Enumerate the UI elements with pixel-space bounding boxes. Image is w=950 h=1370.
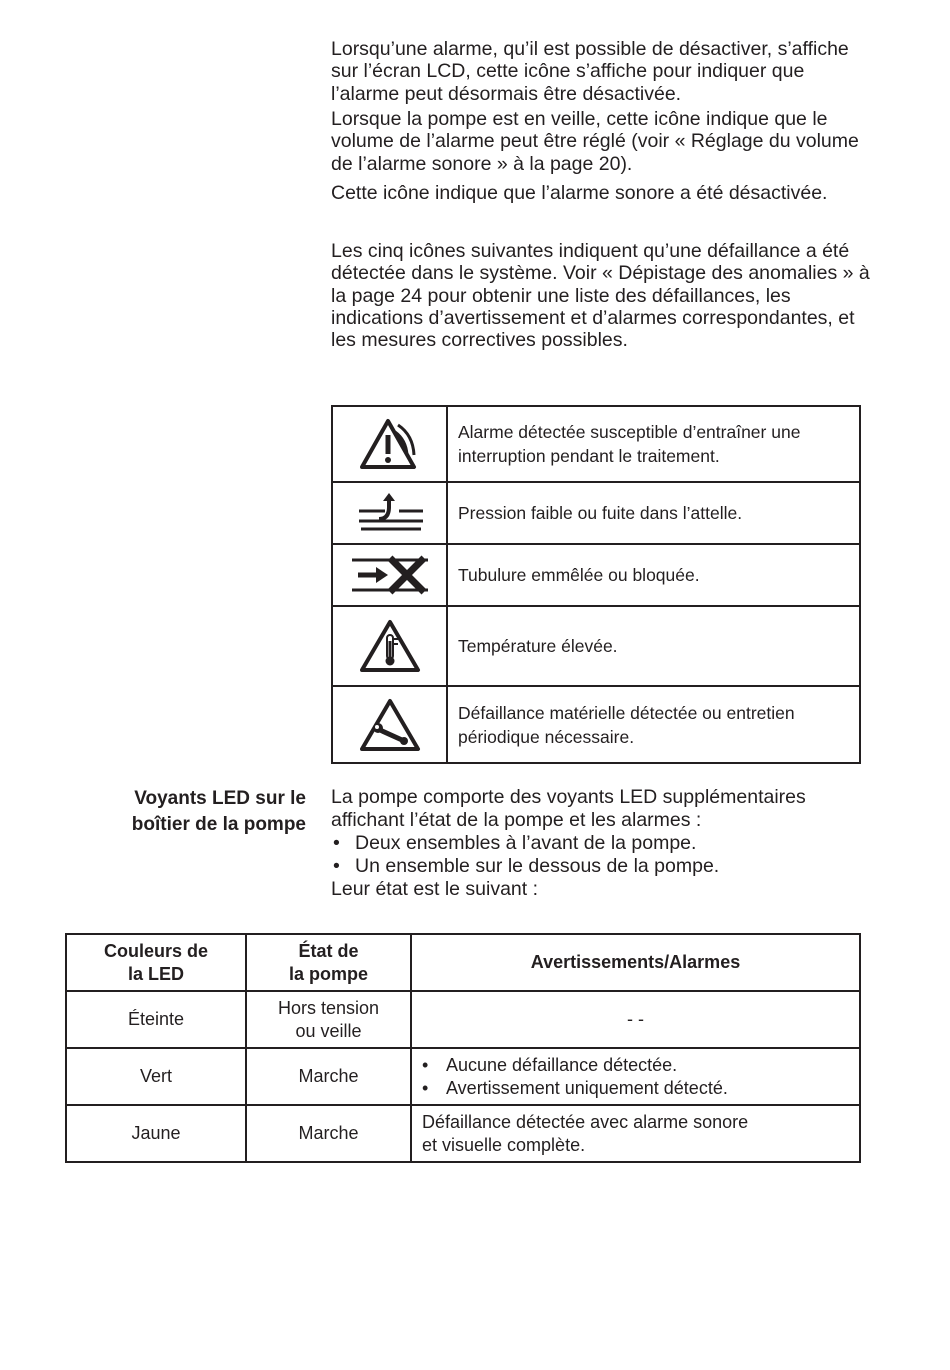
table-row [66, 1105, 860, 1162]
list-item: • Avertissement uniquement détecté. [422, 1077, 728, 1098]
paragraph-muted: Cette icône indique que l’alarme sonore a été désactivée. [331, 182, 828, 204]
pump-state-cell: Hors tension ou veille [246, 991, 411, 1048]
led-bullet-item: • Deux ensembles à l’avant de la pompe. [333, 832, 697, 854]
led-status-table [65, 933, 861, 1163]
table-row [66, 991, 860, 1048]
low-pressure-leak-icon [355, 491, 425, 535]
icon-cell [332, 482, 447, 544]
led-table-header-row [66, 934, 860, 991]
led-color-cell: Éteinte [66, 991, 246, 1048]
led-bullet-item: • Un ensemble sur le dessous de la pompe. [333, 855, 720, 877]
icon-cell [332, 544, 447, 606]
led-heading-line: Voyants LED sur le [134, 788, 306, 809]
alarm-interruption-warning-icon [358, 415, 422, 473]
icon-cell [332, 686, 447, 763]
icon-description: Défaillance matérielle détectée ou entretien périodique nécessaire. [447, 686, 860, 763]
icon-description: Pression faible ou fuite dans l’attelle. [447, 482, 860, 544]
icon-table-row [332, 544, 860, 606]
led-outro-line: Leur état est le suivant : [331, 878, 539, 900]
hardware-fault-wrench-icon [358, 696, 422, 754]
pump-state-cell: Marche [246, 1048, 411, 1105]
paragraph-alarm-silence: Lorsqu’une alarme, qu’il est possible de désactiver, s’affiche sur l’écran LCD, cette icône s’affiche pour indiquer que l’alarme peut désormais être désactivée. [331, 38, 849, 105]
icon-table-row [332, 406, 860, 482]
icon-cell [332, 406, 447, 482]
icon-table-row [332, 686, 860, 763]
led-section-text [331, 786, 871, 901]
bullet-mark: • [333, 855, 340, 877]
header-led-color: Couleurs de la LED [66, 934, 246, 991]
fault-icon-table [331, 405, 861, 764]
alarm-cell: Défaillance détectée avec alarme sonore et visuelle complète. [411, 1105, 860, 1162]
header-pump-state: État de la pompe [246, 934, 411, 991]
led-color-cell: Jaune [66, 1105, 246, 1162]
header-warnings-alarms: Avertissements/Alarmes [411, 934, 860, 991]
icon-cell [332, 606, 447, 686]
bullet-mark: • [422, 1077, 429, 1098]
bullet-mark: • [422, 1054, 429, 1075]
alarm-cell [411, 1048, 860, 1105]
table-row [66, 1048, 860, 1105]
list-item: • Aucune défaillance détectée. [422, 1054, 678, 1075]
led-intro-line: affichant l’état de la pompe et les alarmes : [331, 809, 702, 831]
icon-table-row [332, 482, 860, 544]
paragraph-volume: Lorsque la pompe est en veille, cette icône indique que le volume de l’alarme peut être réglé (voir « Réglage du volume de l’alarme sonore » à la page 20). [331, 108, 859, 175]
led-color-cell: Vert [66, 1048, 246, 1105]
tubing-blocked-icon [350, 552, 430, 598]
alarm-cell: - - [411, 991, 860, 1048]
bullet-mark: • [333, 832, 340, 854]
high-temperature-icon [358, 617, 422, 675]
pump-state-cell: Marche [246, 1105, 411, 1162]
paragraph-fault-icons: Les cinq icônes suivantes indiquent qu’une défaillance a été détectée dans le système. Voir « Dépistage des anomalies » à la page 24 pour obtenir une liste des défaillances, les indications d’avertissement et d’alarmes correspondantes, et les mesures correctives possibles. [331, 240, 870, 352]
led-heading-line: boîtier de la pompe [131, 814, 306, 835]
led-section-heading [60, 786, 306, 838]
led-intro-line: La pompe comporte des voyants LED supplémentaires [331, 786, 806, 808]
icon-table-row [332, 606, 860, 686]
icon-description: Alarme détectée susceptible d’entraîner une interruption pendant le traitement. [447, 406, 860, 482]
icon-description: Tubulure emmêlée ou bloquée. [447, 544, 860, 606]
icon-description: Température élevée. [447, 606, 860, 686]
